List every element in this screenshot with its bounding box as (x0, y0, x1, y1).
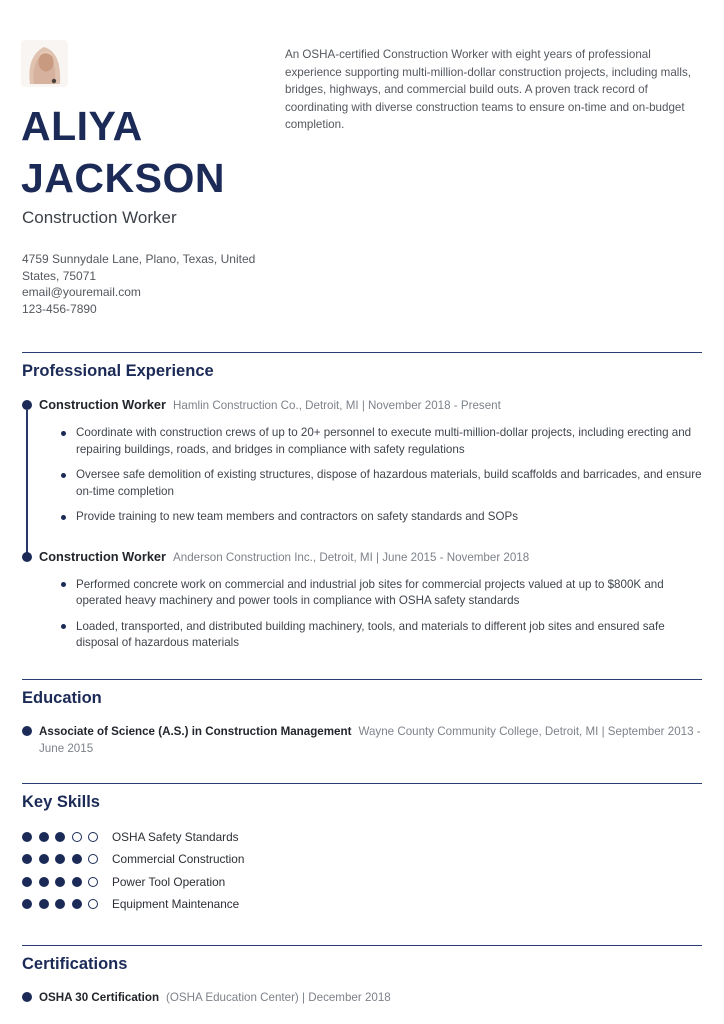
education-meta: Wayne County Community College, Detroit, MI | September 2013 - June 2015 (39, 724, 701, 755)
skill-label: OSHA Safety Standards (112, 829, 239, 844)
skill-dot-empty-icon (88, 832, 98, 842)
certification-meta: (OSHA Education Center) | December 2018 (166, 990, 391, 1004)
skills-list (22, 826, 702, 916)
section-divider (22, 783, 702, 784)
skill-dot-filled-icon (22, 877, 32, 887)
candidate-name (21, 100, 225, 204)
skill-dot-filled-icon (55, 899, 65, 909)
section-divider (22, 352, 702, 353)
skill-dot-empty-icon (88, 854, 98, 864)
contact-address-line2: States, 75071 (22, 268, 97, 283)
experience-bullet: Performed concrete work on commercial and industrial job sites for commercial projects valued at up to $800K and operated heavy machinery and power tools in compliance with OSHA safety standards (60, 577, 702, 610)
skill-row (22, 871, 702, 894)
experience-entry-header (39, 549, 702, 566)
skill-dot-filled-icon (55, 832, 65, 842)
skill-dot-empty-icon (88, 899, 98, 909)
experience-job-title: Construction Worker (39, 397, 167, 412)
skill-dot-filled-icon (39, 832, 49, 842)
skill-row (22, 826, 702, 849)
contact-block (22, 251, 255, 317)
section-title-certifications: Certifications (22, 954, 128, 973)
certification-name: OSHA 30 Certification (39, 990, 160, 1004)
professional-summary: An OSHA-certified Construction Worker with eight years of professional experience supporting multi-million-dollar construction projects, including malls, bridges, highways, and commercial build outs. A proven track record of coordinating with diverse construction teams to ensure on-time and on-budget completion. (285, 48, 691, 131)
skill-dot-filled-icon (72, 877, 82, 887)
skill-dot-filled-icon (39, 899, 49, 909)
candidate-job-title: Construction Worker (22, 208, 177, 227)
skill-label: Equipment Maintenance (112, 897, 240, 912)
contact-phone: 123-456-7890 (22, 301, 97, 316)
contact-address-line1: 4759 Sunnydale Lane, Plano, Texas, United (22, 252, 256, 266)
skill-dot-filled-icon (39, 877, 49, 887)
skill-dot-filled-icon (22, 832, 32, 842)
skill-label: Commercial Construction (112, 852, 245, 867)
section-title-experience: Professional Experience (22, 362, 214, 380)
skill-dot-filled-icon (72, 854, 82, 864)
experience-job-meta: Anderson Construction Inc., Detroit, MI | June 2015 - November 2018 (173, 550, 530, 564)
section-divider (22, 945, 702, 946)
profile-photo-illustration (21, 40, 68, 87)
section-title-education: Education (22, 688, 102, 707)
education-degree: Associate of Science (A.S.) in Construction Management (39, 724, 352, 738)
experience-entry-header (39, 397, 702, 414)
skill-row (22, 848, 702, 871)
experience-bullet: Oversee safe demolition of existing structures, dispose of hazardous materials, build scaffolds and barricades, and ensure on-time completion (60, 467, 702, 500)
skill-rating-dots (22, 877, 112, 887)
experience-job-meta: Hamlin Construction Co., Detroit, MI | November 2018 - Present (173, 399, 501, 412)
skill-rating-dots (22, 832, 112, 842)
skill-rating-dots (22, 899, 112, 909)
skill-label: Power Tool Operation (112, 874, 226, 889)
skill-dot-empty-icon (88, 877, 98, 887)
experience-entries (22, 397, 702, 652)
experience-bullet-list (39, 577, 702, 652)
candidate-first-name: ALIYA (21, 103, 143, 149)
skill-dot-filled-icon (72, 899, 82, 909)
skill-dot-filled-icon (55, 854, 65, 864)
skill-dot-filled-icon (39, 854, 49, 864)
experience-bullet: Provide training to new team members and contractors on safety standards and SOPs (60, 509, 702, 526)
skill-dot-filled-icon (22, 899, 32, 909)
experience-entry (22, 549, 702, 652)
section-title-skills: Key Skills (22, 792, 100, 811)
education-entry (22, 723, 702, 757)
skill-row (22, 893, 702, 916)
skill-rating-dots (22, 854, 112, 864)
certification-entry (22, 989, 702, 1006)
resume-body (22, 352, 702, 1006)
experience-job-title: Construction Worker (39, 548, 167, 564)
skill-dot-filled-icon (22, 854, 32, 864)
profile-photo (21, 40, 68, 87)
experience-bullet-list (39, 425, 702, 526)
section-divider (22, 679, 702, 680)
skill-dot-empty-icon (72, 832, 82, 842)
contact-email: email@youremail.com (22, 285, 141, 299)
experience-bullet: Coordinate with construction crews of up to 20+ personnel to execute multi-million-dollar projects, including erecting and repairing buildings, roads, and bridges in compliance with safety regulations (60, 425, 702, 458)
experience-bullet: Loaded, transported, and distributed building machinery, tools, and materials to different job sites and ensured safe disposal of hazardous materials (60, 619, 702, 652)
experience-entry (22, 397, 702, 526)
skill-dot-filled-icon (55, 877, 65, 887)
candidate-last-name: JACKSON (21, 155, 225, 201)
